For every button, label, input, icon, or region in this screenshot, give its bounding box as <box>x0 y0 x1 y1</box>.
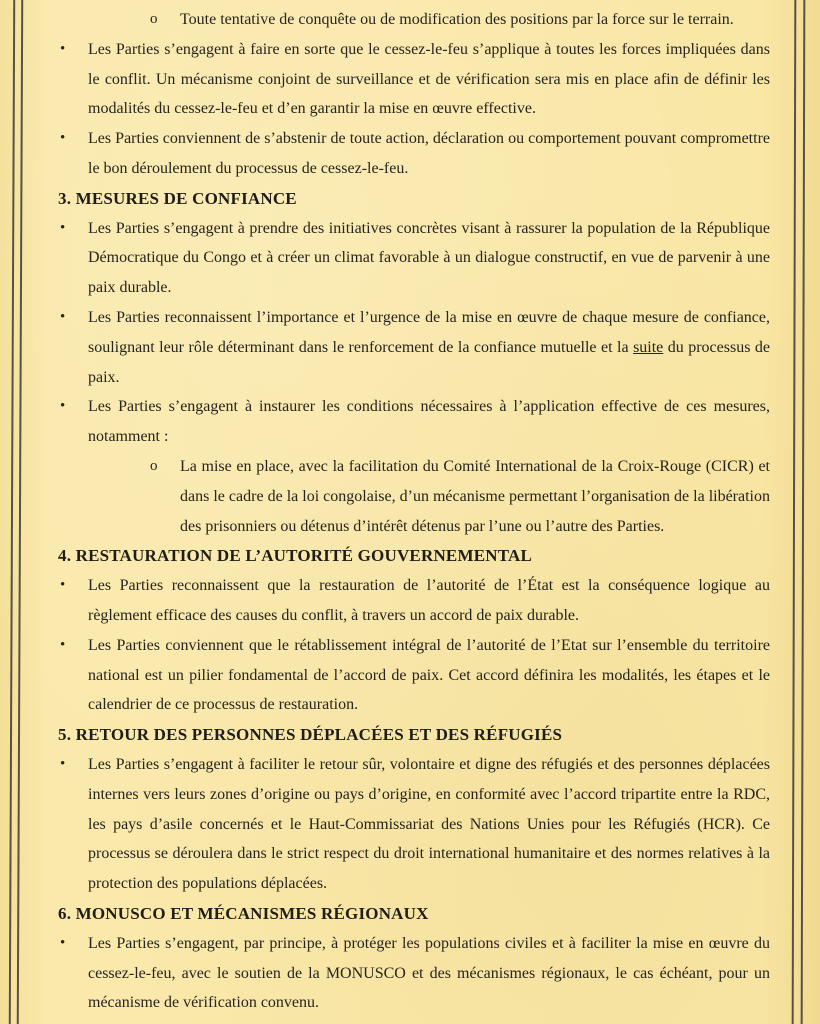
bullet-item <box>58 750 770 899</box>
dot-bullet-icon: • <box>60 755 66 772</box>
section-heading-6: 6. MONUSCO ET MÉCANISMES RÉGIONAUX <box>58 903 429 923</box>
page-border-left-inner <box>17 0 23 1024</box>
bullet-text: Les Parties s’engagent à prendre des initiatives concrètes visant à rassurer la population de la République Démocratique du Congo et à créer un climat favorable à un dialogue constructif, en vue de parvenir à une paix durable. <box>88 219 770 297</box>
bullet-text: Les Parties s’engagent, par principe, à protéger les populations civiles et à faciliter la mise en œuvre du cessez-le-feu, avec le soutien de la MONUSCO et des mécanismes régionaux, le cas échéant, pour un mécanisme de vérification convenu. <box>88 934 770 1012</box>
bullet-text: Les Parties conviennent de s’abstenir de toute action, déclaration ou comportement pouvant compromettre le bon déroulement du processus de cessez-le-feu. <box>88 130 770 177</box>
sub-bullet-item <box>58 5 770 35</box>
page-border-right-inner <box>801 0 806 1024</box>
underlined-word: suite <box>633 338 664 356</box>
sub-bullet-item <box>58 452 770 541</box>
dot-bullet-icon: • <box>60 934 66 951</box>
bullet-item <box>58 929 770 1018</box>
page-border-left-outer <box>9 0 15 1024</box>
bullet-text: Les Parties reconnaissent que la restauration de l’autorité de l’État est la conséquence logique au règlement efficace des causes du conflit, à travers un accord de paix durable. <box>88 577 770 624</box>
section-heading-5: 5. RETOUR DES PERSONNES DÉPLACÉES ET DES RÉFUGIÉS <box>58 725 563 745</box>
bullet-item <box>58 571 770 631</box>
section-heading-4: 4. RESTAURATION DE L’AUTORITÉ GOUVERNEMENTAL <box>58 546 533 566</box>
dot-bullet-icon: • <box>60 398 66 415</box>
sub-bullet-text: Toute tentative de conquête ou de modification des positions par la force sur le terrain. <box>180 11 734 28</box>
bullet-text: Les Parties conviennent que le rétablissement intégral de l’autorité de l’Etat sur l’ensemble du territoire national est un pilier fondamental de l’accord de paix. Cet accord définira les modalités, les étapes et le calendrier de ce processus de restauration. <box>88 636 770 714</box>
bullet-text: Les Parties s’engagent à instaurer les conditions nécessaires à l’application effective de ces mesures, notamment : <box>88 398 770 446</box>
dot-bullet-icon: • <box>60 577 66 594</box>
dot-bullet-icon: • <box>60 308 66 325</box>
dot-bullet-icon: • <box>60 130 66 147</box>
sub-bullet-text: La mise en place, avec la facilitation du Comité International de la Croix-Rouge (CICR) et dans le cadre de la loi congolaise, d’un mécanisme permettant l’organisation de la libération des prisonniers ou détenus d’intérêt détenus par l’une ou l’autre des Parties. <box>180 457 770 535</box>
bullet-item <box>58 631 770 720</box>
circle-bullet-icon: o <box>150 11 158 27</box>
bullet-item <box>58 214 770 303</box>
document-page <box>58 5 770 1018</box>
bullet-text: Les Parties s’engagent à faire en sorte que le cessez-le-feu s’applique à toutes les forces impliquées dans le conflit. Un mécanisme conjoint de surveillance et de vérification sera mis en place afin de définir les modalités du cessez-le-feu et d’en garantir la mise en œuvre effective. <box>88 40 770 118</box>
bullet-item <box>58 124 770 184</box>
dot-bullet-icon: • <box>60 219 66 236</box>
circle-bullet-icon: o <box>150 457 158 474</box>
bullet-item <box>58 303 770 392</box>
bullet-text: Les Parties s’engagent à faciliter le retour sûr, volontaire et digne des réfugiés et des personnes déplacées internes vers leurs zones d’origine ou pays d’origine, en conformité avec l’accord tripartite entre la RDC, les pays d’asile concernés et le Haut-Commissariat des Nations Unies pour les Réfugiés (HCR). Ce processus se déroulera dans le strict respect du droit international humanitaire et des normes relatives à la protection des populations déplacées. <box>88 755 770 893</box>
bullet-text <box>88 309 770 386</box>
bullet-text-before: Les Parties reconnaissent l’importance et l’urgence de la mise en œuvre de chaque mesure de confiance, soulignant leur rôle déterminant dans le renforcement de la confiance mutuelle et la <box>88 308 770 356</box>
bullet-item <box>58 35 770 124</box>
page-border-right-outer <box>792 0 797 1024</box>
section-heading-3: 3. MESURES DE CONFIANCE <box>58 188 297 208</box>
dot-bullet-icon: • <box>60 636 66 653</box>
dot-bullet-icon: • <box>60 40 66 57</box>
bullet-item <box>58 392 770 452</box>
bullet-text-after: du processus de paix. <box>88 338 771 386</box>
